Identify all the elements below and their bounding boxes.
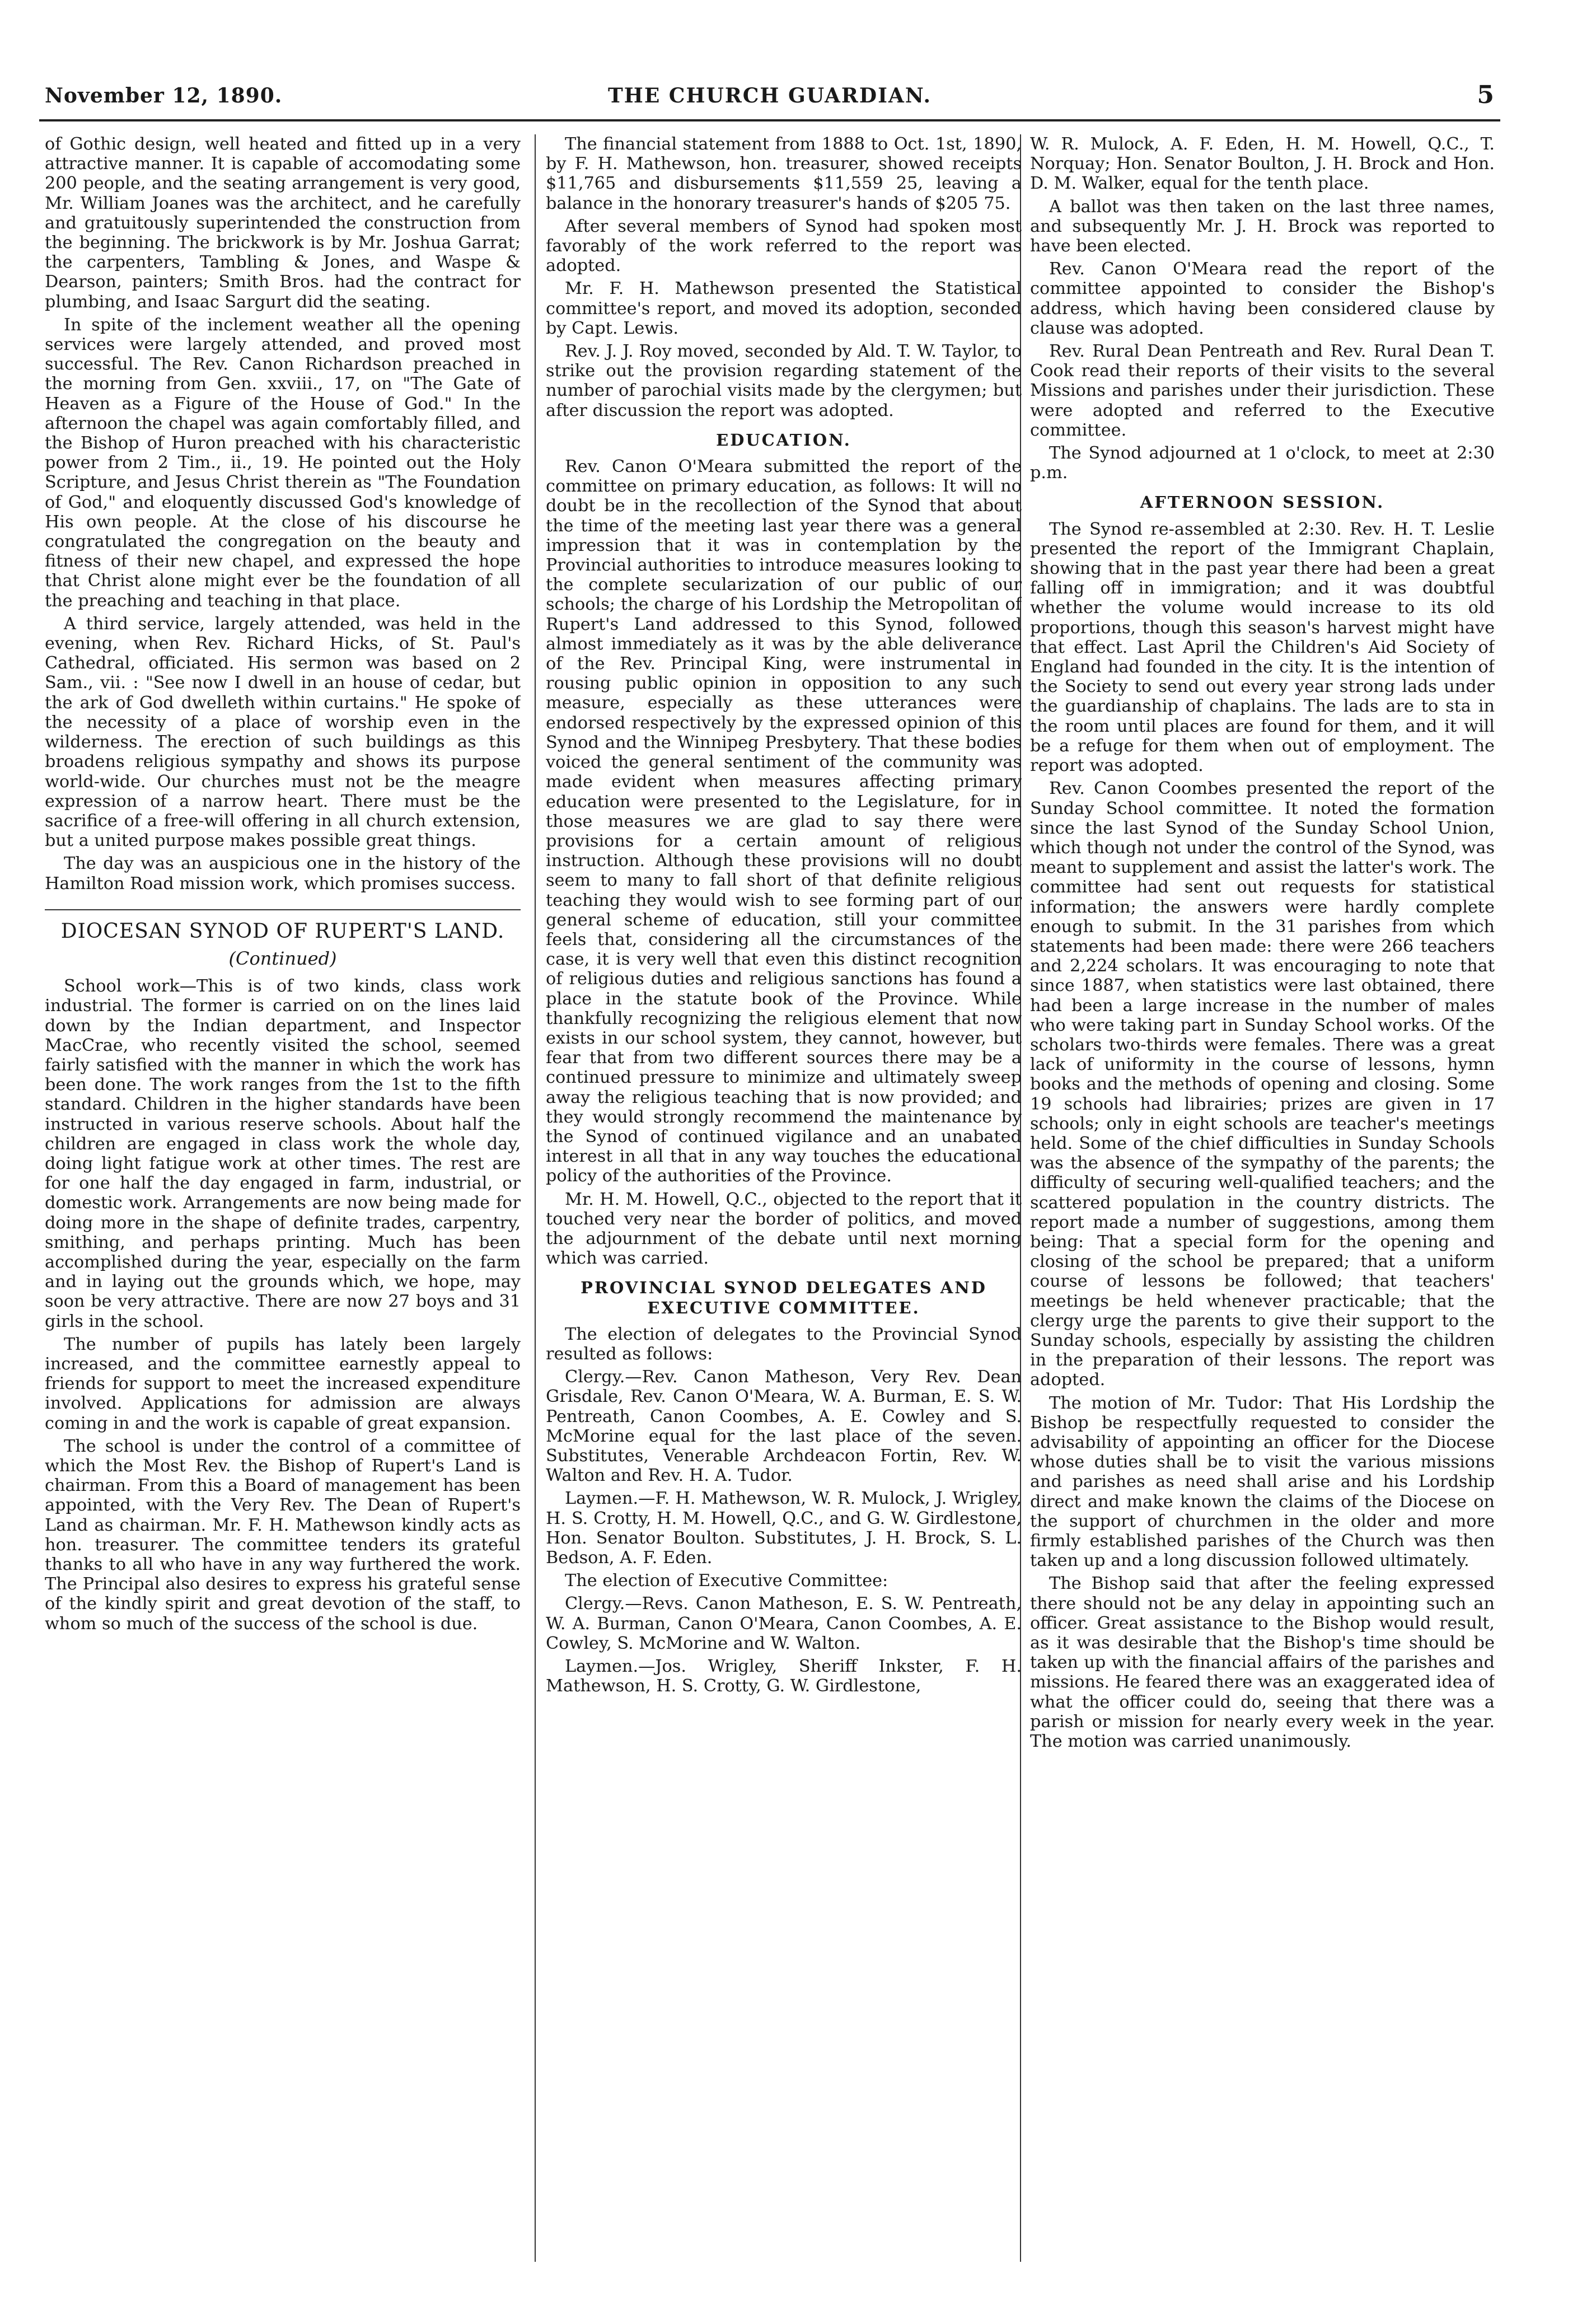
paragraph: The Bishop said that after the feeling expressed there should not be any delay in appointing such an officer. Great assistance to the Bishop would result, as it was desirable that the Bishop's time should be taken up with the financial affairs of the parishes and missions. He feared there was an exaggerated idea of what the officer could do, seeing that there was a parish or mission for nearly every week in the year. The motion was carried unanimously. (1030, 1574, 1495, 1752)
paragraph: of Gothic design, well heated and fitted up in a very attractive manner. It is capable of accomodating some 200 people, and the seating arrangement is very good, Mr. William Joanes was the architect, and he carefully and gratuitously superintended the construction from the beginning. The brickwork is by Mr. Joshua Garrat; the carpenters, Tambling & Jones, and Waspe & Dearson, painters; Smith Bros. had the contract for plumbing, and Isaac Sargurt did the seating. (45, 134, 521, 312)
paragraph: The school is under the control of a committee of which the Most Rev. the Bishop of Rupert's Land is chairman. From this a Board of management has been appointed, with the Very Rev. The Dean of Rupert's Land as chairman. Mr. F. H. Mathewson kindly acts as hon. treasurer. The committee tenders its grateful thanks to all who have in any way furthered the work. The Principal also desires to express his grateful sense of the kindly spirit and great devotion of the staff, to whom so much of the success of the school is due. (45, 1436, 521, 1634)
paragraph: After several members of Synod had spoken most favorably of the work referred to the report was adopted. (546, 216, 1022, 276)
column-3 (1030, 134, 1495, 2290)
column-2 (546, 134, 1022, 2290)
paragraph: A third service, largely attended, was held in the evening, when Rev. Richard Hicks, of St. Paul's Cathedral, officiated. His sermon was based on 2 Sam., vii. : "See now I dwell in an house of cedar, but the ark of God dwelleth within curtains." He spoke of the necessity of a place of worship even in the wilderness. The erection of such buildings as this broadens religious sympathy and shows its purpose world-wide. Our churches must not be the meagre expression of a narrow heart. There must be the sacrifice of a free-will offering in all church extension, but a united purpose makes possible great things. (45, 614, 521, 851)
section-title-delegates: PROVINCIAL SYNOD DELEGATES AND EXECUTIVE COMMITTEE. (581, 1278, 987, 1317)
paragraph: The Synod re-assembled at 2:30. Rev. H. T. Leslie presented the report of the Immigrant Chaplain, showing that in the past year there had been a great falling off in immigration; and it was doubtful whether the volume would increase to its old proportions, though this season's harvest might have that effect. Last April the Children's Aid Society of England had founded in the city. It is the intention of the Society to send out every year strong lads under the guardianship of chaplains. The lads are to sta in the room until places are found for them, and it will be a refuge for them when out of employment. The report was adopted. (1030, 519, 1495, 776)
column-divider-1 (535, 134, 536, 2262)
paragraph: In spite of the inclement weather all the opening services were largely attended, and proved most successful. The Rev. Canon Richardson preached in the morning from Gen. xxviii., 17, on "The Gate of Heaven as a Figure of the House of God." In the afternoon the chapel was again comfortably filled, and the Bishop of Huron preached with his characteristic power from 2 Tim., ii., 19. He pointed out the Holy Scripture, and Jesus Christ therein as "The Foundation of God," and eloquently discussed God's knowledge of His own people. At the close of his discourse he congratulated the congregation on the beauty and fitness of their new chapel, and expressed the hope that Christ alone might ever be the foundation of all the preaching and teaching in that place. (45, 315, 521, 611)
paragraph: Mr. H. M. Howell, Q.C., objected to the report that it touched very near the border of politics, and moved the adjournment of the debate until next morning which was carried. (546, 1189, 1022, 1269)
column-1 (45, 134, 521, 2290)
issue-date: November 12, 1890. (45, 84, 283, 107)
section-title-education: EDUCATION. (716, 430, 851, 450)
paragraph: Rev. Canon Coombes presented the report of the Sunday School committee. It noted the formation since the last Synod of the Sunday School Union, which though not under the control of the Synod, was meant to supplement and assist the latter's work. The committee had sent out requests for statistical information; the answers were hardly complete enough to submit. In the 31 parishes from which statements had been made: there were 266 teachers and 2,224 scholars. It was encouraging to note that since 1887, when statistics were last obtained, there had been a large increase in the number of males who were taking part in Sunday School works. Of the scholars two-thirds were females. There was a great lack of uniformity in the course of lessons, hymn books and the methods of opening and closing. Some 19 schools had librairies; prizes are given in 17 schools; only in eight schools are teacher's meetings held. Some of the chief difficulties in Sunday Schools was the absence of the sympathy of the parents; the difficulty of securing well-qualified teachers; and the scattered population in the country districts. The report made a number of suggestions, among them being: That a special form for the opening and closing of the school be prepared; that a uniform course of lessons be followed; that teachers' meetings be held whenever practicable; that the clergy urge the parents to give their support to the Sunday schools, especially by assisting the children in the preparation of their lessons. The report was adopted. (1030, 779, 1495, 1390)
paragraph: Laymen.—Jos. Wrigley, Sheriff Inkster, F. H. Mathewson, H. S. Crotty, G. W. Girdlestone, (546, 1657, 1022, 1696)
paragraph: Mr. F. H. Mathewson presented the Statistical committee's report, and moved its adoption, seconded by Capt. Lewis. (546, 279, 1022, 338)
paragraph: The motion of Mr. Tudor: That His Lordship the Bishop be respectfully requested to consider the advisability of appointing an officer for the Diocese whose duties shall be to visit the various missions and parishes as need shall arise and his Lordship direct and make known the claims of the Diocese on the support of churchmen in the older and more firmly established parishes of the Church was then taken up and a long discussion followed ultimately. (1030, 1393, 1495, 1571)
paragraph: Laymen.—F. H. Mathewson, W. R. Mulock, J. Wrigley, H. S. Crotty, H. M. Howell, Q.C., and G. W. Girdlestone, Hon. Senator Boulton. Substitutes, J. H. Brock, S. L. Bedson, A. F. Eden. (546, 1489, 1022, 1568)
paragraph: The Synod adjourned at 1 o'clock, to meet at 2:30 p.m. (1030, 443, 1495, 483)
paragraph: Rev. Canon O'Meara read the report of the committee appointed to consider the Bishop's address, which having been considered clause by clause was adopted. (1030, 259, 1495, 338)
section-title-synod: DIOCESAN SYNOD OF RUPERT'S LAND. (45, 909, 521, 941)
newspaper-title: THE CHURCH GUARDIAN. (608, 84, 932, 107)
paragraph: The number of pupils has lately been largely increased, and the committee earnestly appeal to friends for support to meet the increased expenditure involved. Applications for admission are always coming in and the work is capable of great expansion. (45, 1334, 521, 1433)
paragraph: W. R. Mulock, A. F. Eden, H. M. Howell, Q.C., T. Norquay; Hon. Senator Boulton, J. H. Brock and Hon. D. M. Walker, equal for the tenth place. (1030, 134, 1495, 194)
paragraph: Rev. Rural Dean Pentreath and Rev. Rural Dean T. Cook read their reports of their visits to the several Missions and parishes under their jurisdiction. These were adopted and referred to the Executive committee. (1030, 342, 1495, 440)
paragraph: Clergy.—Rev. Canon Matheson, Very Rev. Dean Grisdale, Rev. Canon O'Meara, W. A. Burman, E. S. W. Pentreath, Canon Coombes, A. E. Cowley and S. McMorine equal for the last place of the seven. Substitutes, Venerable Archdeacon Fortin, Rev. W. Walton and Rev. H. A. Tudor. (546, 1367, 1022, 1486)
paragraph: A ballot was then taken on the last three names, and subsequently Mr. J. H. Brock was reported to have been elected. (1030, 197, 1495, 256)
section-title-afternoon: AFTERNOON SESSION. (1140, 493, 1385, 512)
header-rule (39, 119, 1500, 121)
page-header (45, 81, 1495, 112)
paragraph: The financial statement from 1888 to Oct. 1st, 1890, by F. H. Mathewson, hon. treasurer, showed receipts $11,765 and disbursements $11,559 25, leaving a balance in the honorary treasurer's hands of $205 75. (546, 134, 1022, 213)
paragraph: School work—This is of two kinds, class work industrial. The former is carried on on the lines laid down by the Indian department, and Inspector MacCrae, who recently visited the school, seemed fairly satisfied with the manner in which the work has been done. The work ranges from the 1st to the fifth standard. Children in the higher standards have been instructed in various reserve schools. About half the children are engaged in class work the whole day, doing light fatigue work at other times. The rest are for one half the day engaged in farm, industrial, or domestic work. Arrangements are now being made for doing more in the shape of definite trades, carpentry, smithing, and perhaps printing. Much has been accomplished during the year, especially on the farm and in laying out the grounds which, we hope, may soon be very attractive. There are now 27 boys and 31 girls in the school. (45, 976, 521, 1331)
paragraph: The election of Executive Committee: (565, 1571, 888, 1591)
paragraph: Rev. J. J. Roy moved, seconded by Ald. T. W. Taylor, to strike out the provision regarding statement of the number of parochial visits made by the clergymen; but after discussion the report was adopted. (546, 342, 1022, 420)
continued-label: (Continued) (228, 947, 337, 969)
page-number: 5 (1477, 81, 1495, 109)
paragraph: The election of delegates to the Provincial Synod resulted as follows: (546, 1324, 1022, 1364)
paragraph: Rev. Canon O'Meara submitted the report of the committee on primary education, as follows: It will no doubt be in the recollection of the Synod that about the time of the meeting last year there was a general impression that it was in contemplation by the Provincial authorities to introduce measures looking to the complete secularization of our public of our schools; the charge of his Lordship the Metropolitan of Rupert's Land addressed to this Synod, followed almost immediately as it was by the able deliverance of the Rev. Principal King, were instrumental in rousing public opinion in opposition to any such measure, especially as these utterances were endorsed respectively by the expressed opinion of this Synod and the Winnipeg Presbytery. That these bodies voiced the general sentiment of the community was made evident when measures affecting primary education were presented to the Legislature, for in those measures we are glad to say there were provisions for a certain amount of religious instruction. Although these provisions will no doubt seem to many to fall short of that definite religious teaching they would wish to see forming part of our general scheme of education, still your committee feels that, considering all the circumstances of the case, it is very well that even this distinct recognition of religious duties and religious sanctions has found a place in the statute book of the Province. While thankfully recognizing the religious element that now exists in our school system, they cannot, however, but fear that from two different sources there may be a continued pressure to minimize and ultimately sweep away the religious teaching that is now provided; and they would strongly recommend the maintenance by the Synod of continued vigilance and an unabated interest in all that in any way touches the educational policy of the authorities of the Province. (546, 457, 1022, 1186)
paragraph: Clergy.—Revs. Canon Matheson, E. S. W. Pentreath, W. A. Burman, Canon O'Meara, Canon Coombes, A. E. Cowley, S. McMorine and W. Walton. (546, 1594, 1022, 1653)
paragraph: The day was an auspicious one in the history of the Hamilton Road mission work, which promises success. (45, 854, 521, 894)
